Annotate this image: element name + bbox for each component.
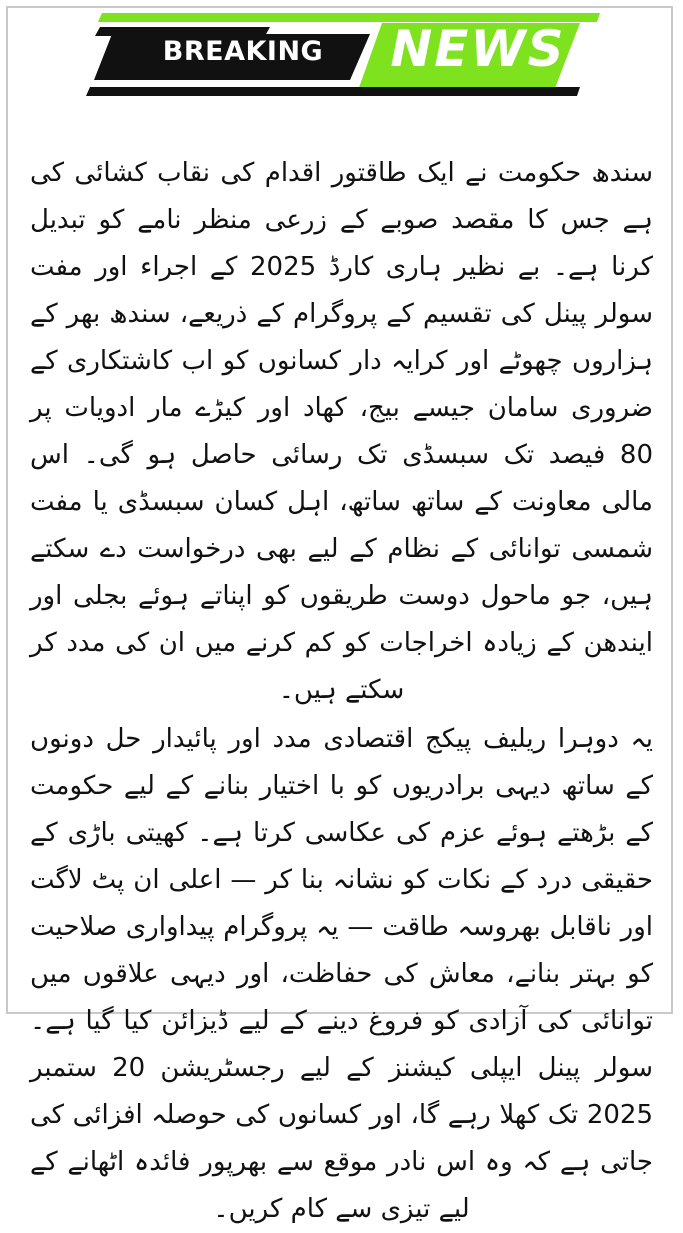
- news-label: NEWS: [390, 20, 566, 78]
- article-paragraph-2: یہ دوہرا ریلیف پیکج اقتصادی مدد اور پائیدار حل دونوں کے ساتھ دیہی برادریوں کو با اختیار بنانے کے لیے حکومت کے بڑھتے ہوئے عزم کی عکاسی کرتا ہے۔ کھیتی باڑی کے حقیقی درد کے نکات کو نشانہ بنا کر — اعلی ان پٹ لاگت اور ناقابل بھروسہ طاقت — یہ پروگرام پیداواری صلاحیت کو بہتر بنانے، معاش کی حفاظت، اور دیہی علاقوں میں توانائی کی آزادی کو فروغ دینے کے لیے ڈیزائن کیا گیا ہے۔ سولر پینل ایپلی کیشنز کے لیے رجسٹریشن 20 ستمبر 2025 تک کھلا رہے گا، اور کسانوں کی حوصلہ افزائی کی جاتی ہے کہ وہ اس نادر موقع سے بھرپور فائدہ اٹھانے کے لیے تیزی سے کام کریں۔: [30, 724, 653, 1224]
- article-paragraph-1: سندھ حکومت نے ایک طاقتور اقدام کی نقاب کشائی کی ہے جس کا مقصد صوبے کے زرعی منظر نامے کو تبدیل کرنا ہے۔ بے نظیر ہاری کارڈ 2025 کے اجراء اور مفت سولر پینل کی تقسیم کے پروگرام کے ذریعے، سندھ بھر کے ہزاروں چھوٹے اور کرایہ دار کسانوں کو اب کاشتکاری کے ضروری سامان جیسے بیج، کھاد اور کیڑے مار ادویات پر 80 فیصد تک سبسڈی تک رسائی حاصل ہو گی۔ اس مالی معاونت کے ساتھ ساتھ، اہل کسان سبسڈی یا مفت شمسی توانائی کے نظام کے لیے بھی درخواست دے سکتے ہیں، جو ماحول دوست طریقوں کو اپناتے ہوئے بجلی اور ایندھن کے زیادہ اخراجات کو کم کرنے میں ان کی مدد کر سکتے ہیں۔: [30, 158, 653, 705]
- banner-black-bottom-stripe: [86, 87, 580, 96]
- breaking-news-banner: [80, 10, 600, 108]
- breaking-label: BREAKING: [162, 36, 324, 67]
- article-body: [30, 150, 653, 1233]
